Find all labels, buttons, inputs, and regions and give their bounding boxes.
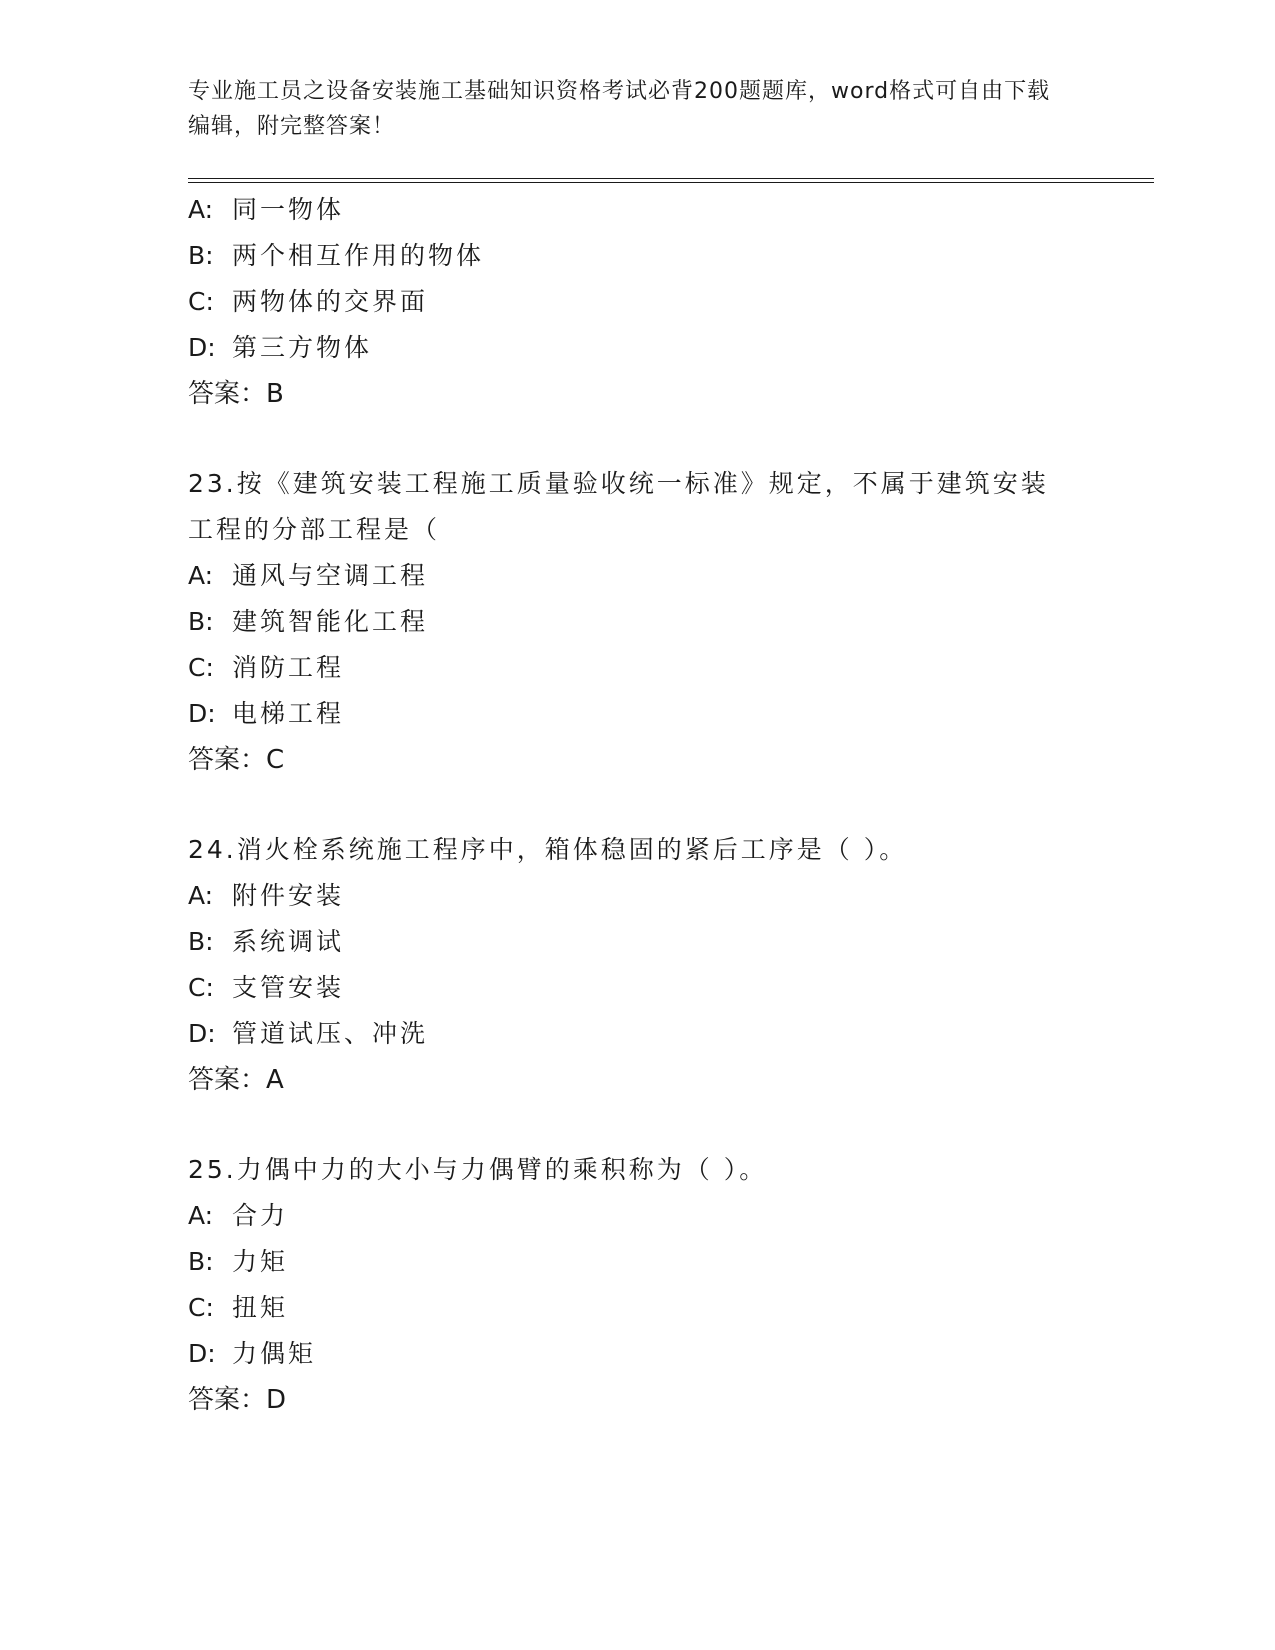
document-header: 专业施工员之设备安装施工基础知识资格考试必背200题题库，word格式可自由下载编辑，附完整答案！: [188, 79, 1051, 139]
question-24: [188, 827, 1088, 1103]
answer-line: 答案：A: [188, 1065, 284, 1095]
option-b: B: 两个相互作用的物体: [188, 241, 485, 270]
answer-line: 答案：C: [188, 745, 285, 775]
question-stem: 24.消火栓系统施工程序中，箱体稳固的紧后工序是（ ）。: [188, 835, 908, 864]
option-d: D: 电梯工程: [188, 699, 345, 728]
option-d: D: 第三方物体: [188, 333, 373, 362]
option-d: D: 力偶矩: [188, 1339, 317, 1368]
option-a: A: 通风与空调工程: [188, 561, 429, 590]
question-stem-continued: 工程的分部工程是（: [188, 515, 441, 544]
option-c: C: 支管安装: [188, 973, 345, 1002]
option-b: B: 系统调试: [188, 927, 345, 956]
question-23: [188, 461, 1088, 783]
answer-line: 答案：D: [188, 1385, 287, 1415]
option-c: C: 扭矩: [188, 1293, 289, 1322]
question-stem: 25.力偶中力的大小与力偶臂的乘积称为（ ）。: [188, 1155, 768, 1184]
question-25: [188, 1147, 1088, 1423]
answer-line: 答案：B: [188, 379, 284, 409]
option-c: C: 两物体的交界面: [188, 287, 429, 316]
option-a: A: 同一物体: [188, 195, 345, 224]
option-c: C: 消防工程: [188, 653, 345, 682]
question-22: [188, 187, 1088, 417]
question-stem: 23.按《建筑安装工程施工质量验收统一标准》规定，不属于建筑安装: [188, 469, 1049, 498]
option-b: B: 建筑智能化工程: [188, 607, 429, 636]
header-double-rule: [188, 178, 1154, 183]
option-d: D: 管道试压、冲洗: [188, 1019, 429, 1048]
option-a: A: 附件安装: [188, 881, 345, 910]
option-a: A: 合力: [188, 1201, 289, 1230]
question-list: [188, 187, 1088, 1423]
option-b: B: 力矩: [188, 1247, 289, 1276]
